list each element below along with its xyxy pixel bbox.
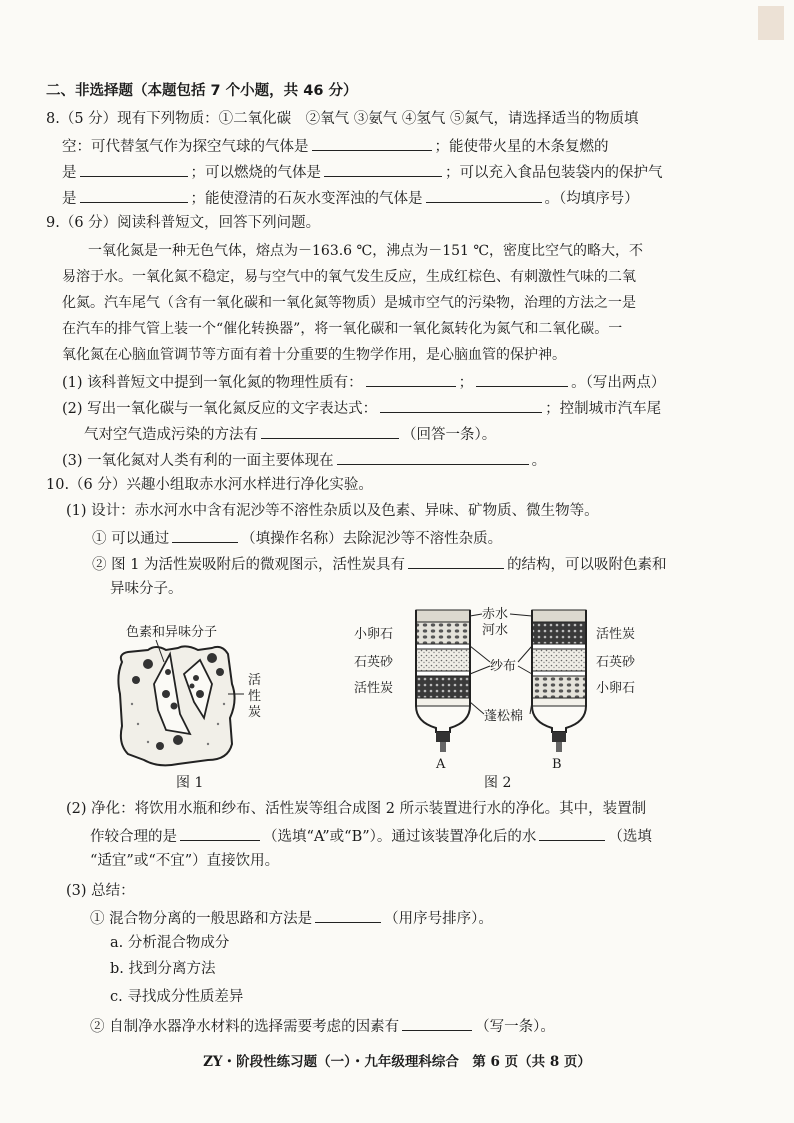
q8-text: ；可以燃烧的气体是 (190, 165, 321, 181)
bottle-b-cap (552, 732, 566, 742)
fig2-label-b: B (552, 757, 562, 772)
fig2-left-label-carbon: 活性炭 (354, 681, 394, 696)
q9-blank-1[interactable] (366, 370, 456, 387)
bottle-b-cotton (532, 698, 586, 706)
q9-passage-5: 氧化氮在心脑血管调节等方面有着十分重要的生物学作用，是心脑血管的保护神。 (62, 347, 566, 363)
q9-text: 。 (531, 453, 547, 469)
bottle-b-gauze (532, 644, 586, 649)
bottle-a-outlet (440, 742, 446, 752)
q10-summary-2 (90, 1014, 555, 1038)
q10-option-c: c. 寻找成分性质差异 (110, 989, 244, 1005)
q8-text: ；能使澄清的石灰水变浑浊的气体是 (190, 191, 423, 207)
bottle-b-gauze (532, 671, 586, 676)
section-title: 二、非选择题（本题包括 7 个小题，共 46 分） (46, 83, 358, 99)
q10-text: ② 自制净水器净水材料的选择需要考虑的因素有 (90, 1019, 400, 1035)
fig2-leader (470, 702, 484, 714)
fig1-label-right-2: 性 (248, 689, 262, 704)
bottle-a-cotton (416, 698, 470, 706)
fig2-right-label-carbon: 活性炭 (596, 627, 636, 642)
fig2-right-label-sand: 石英砂 (596, 655, 636, 670)
q10-blank-5[interactable] (315, 906, 381, 923)
page-corner-mark (758, 6, 784, 40)
q9-passage-4: 在汽车的排气管上装一个“催化转换器”，将一氧化碳和一氧化氮转化为氮气和二氧化碳。一 (62, 321, 623, 337)
bottle-a-gauze (416, 644, 470, 649)
bottle-b-outlet (556, 742, 562, 752)
q10-heading: 10.（6 分）兴趣小组取赤水河水样进行净化实验。 (46, 477, 373, 493)
fig2-label-cotton: 蓬松棉 (484, 709, 524, 724)
q10-summary: (3) 总结： (66, 883, 135, 899)
q8-text: 是 (62, 165, 77, 181)
q9-blank-3[interactable] (380, 396, 542, 413)
fig2-leader (470, 646, 490, 662)
q9-text: ； (458, 375, 474, 391)
q9-text: 气对空气造成污染的方法有 (84, 427, 258, 443)
q9-text: (1) 该科普短文中提到一氧化氮的物理性质有： (62, 375, 363, 391)
figure-1-activated-carbon (108, 614, 288, 774)
q10-text: 的结构，可以吸附色素和 (507, 557, 667, 573)
q8-line-1: 8.（5 分）现有下列物质：①二氧化碳 ②氧气 ③氨气 ④氢气 ⑤氮气，请选择适当的物质填 (46, 111, 639, 127)
q10-purify-2 (90, 824, 652, 848)
q10-text: 作较合理的是 (90, 829, 177, 845)
q8-blank-1[interactable] (312, 134, 432, 151)
q8-line-4 (62, 186, 639, 210)
q8-blank-3[interactable] (324, 160, 442, 177)
q10-blank-1[interactable] (172, 526, 238, 543)
q9-text: ；控制城市汽车尾 (545, 401, 662, 417)
q10-text: （写一条）。 (475, 1019, 555, 1035)
q10-blank-3[interactable] (180, 824, 260, 841)
q9-sub-2 (62, 396, 661, 420)
q10-design-2b: 异味分子。 (110, 581, 183, 597)
fig2-right-label-pebble: 小卵石 (596, 681, 636, 696)
fig2-label-water-2: 河水 (482, 623, 509, 638)
q10-design: (1) 设计：赤水河水中含有泥沙等不溶性杂质以及色素、异味、矿物质、微生物等。 (66, 503, 599, 519)
fig1-label-right-1: 活 (248, 673, 262, 688)
fig2-left-label-sand: 石英砂 (354, 655, 394, 670)
q10-text: ① 可以通过 (92, 531, 170, 547)
q8-blank-2[interactable] (80, 160, 188, 177)
bottle-a-sand-layer (416, 649, 470, 671)
q10-option-b: b. 找到分离方法 (110, 961, 216, 977)
q8-text: 是 (62, 191, 77, 207)
q10-text: ① 混合物分离的一般思路和方法是 (90, 911, 313, 927)
q9-text: (2) 写出一氧化碳与一氧化氮反应的文字表达式： (62, 401, 378, 417)
q9-passage-3: 化氮。汽车尾气（含有一氧化碳和一氧化氮等物质）是城市空气的污染物，治理的方法之一是 (62, 295, 636, 311)
filter-bottle-b (532, 610, 586, 752)
q10-summary-1 (90, 906, 493, 930)
bottle-a-cap (436, 732, 450, 742)
q8-blank-4[interactable] (80, 186, 188, 203)
figure-1-caption: 图 1 (176, 775, 204, 791)
q8-text: 空：可代替氢气作为探空气球的气体是 (62, 139, 309, 155)
q10-design-2 (92, 552, 667, 576)
fig2-leader (518, 646, 532, 662)
q10-option-a: a. 分析混合物成分 (110, 935, 230, 951)
fig1-label-top: 色素和异味分子 (126, 625, 218, 640)
fig2-label-gauze: 纱布 (490, 659, 517, 674)
fig2-label-water-1: 赤水 (482, 607, 509, 622)
fig2-leader (518, 666, 532, 674)
q9-text: 。（写出两点） (571, 375, 666, 391)
bottle-b-water (532, 610, 586, 622)
page-footer: ZY・阶段性练习题（一）・九年级理科综合 第 6 页（共 8 页） (203, 1054, 591, 1070)
q9-text: (3) 一氧化氮对人类有利的一面主要体现在 (62, 453, 334, 469)
q9-sub-3 (62, 448, 546, 472)
q10-blank-6[interactable] (402, 1014, 472, 1031)
q9-passage-1: 一氧化氮是一种无色气体，熔点为－163.6 ℃，沸点为－151 ℃，密度比空气的略大，不 (88, 243, 644, 259)
q10-text: （用序号排序）。 (384, 911, 493, 927)
q8-line-3 (62, 160, 663, 184)
q10-blank-2[interactable] (408, 552, 504, 569)
q10-text: ② 图 1 为活性炭吸附后的微观图示，活性炭具有 (92, 557, 406, 573)
q9-text: （回答一条）。 (402, 427, 497, 443)
fig2-leader (510, 614, 532, 616)
filter-bottle-a (416, 610, 470, 752)
bottle-b-pebble-layer (532, 676, 586, 698)
q8-blank-5[interactable] (426, 186, 542, 203)
fig1-label-right-3: 炭 (248, 705, 262, 720)
fig2-leader (470, 666, 490, 674)
q9-blank-4[interactable] (261, 422, 399, 439)
bottle-a-carbon-layer (416, 676, 470, 698)
fig2-leader (470, 614, 482, 616)
figure-2-filter-devices (350, 604, 660, 774)
bottle-b-carbon-layer (532, 622, 586, 644)
q8-text: ；可以充入食品包装袋内的保护气 (445, 165, 663, 181)
q9-passage-2: 易溶于水。一氧化氮不稳定，易与空气中的氧气发生反应，生成红棕色、有刺激性气味的二氧 (62, 269, 636, 285)
q10-text: （填操作名称）去除泥沙等不溶性杂质。 (241, 531, 503, 547)
q10-text: （选填“A”或“B”）。通过该装置净化后的水 (263, 829, 537, 845)
bottle-a-gauze (416, 671, 470, 676)
q10-purify-3: “适宜”或“不宜”）直接饮用。 (90, 853, 280, 869)
bottle-a-pebble-layer (416, 622, 470, 644)
bottle-a-water (416, 610, 470, 622)
q10-design-1 (92, 526, 502, 550)
q9-blank-5[interactable] (337, 448, 529, 465)
fig2-label-a: A (436, 757, 446, 772)
figure-2-caption: 图 2 (484, 775, 512, 791)
q8-line-2 (62, 134, 609, 158)
q8-text: ；能使带火星的木条复燃的 (434, 139, 609, 155)
q10-blank-4[interactable] (539, 824, 605, 841)
q9-blank-2[interactable] (476, 370, 568, 387)
q9-heading: 9.（6 分）阅读科普短文，回答下列问题。 (46, 215, 321, 231)
fig2-left-label-pebble: 小卵石 (354, 627, 394, 642)
q8-text: 。（均填序号） (544, 191, 639, 207)
q9-sub-2b (84, 422, 496, 446)
q10-purify: (2) 净化：将饮用水瓶和纱布、活性炭等组合成图 2 所示装置进行水的净化。其中，装置制 (66, 801, 647, 817)
bottle-b-sand-layer (532, 649, 586, 671)
q10-text: （选填 (608, 829, 652, 845)
q9-sub-1 (62, 370, 665, 394)
